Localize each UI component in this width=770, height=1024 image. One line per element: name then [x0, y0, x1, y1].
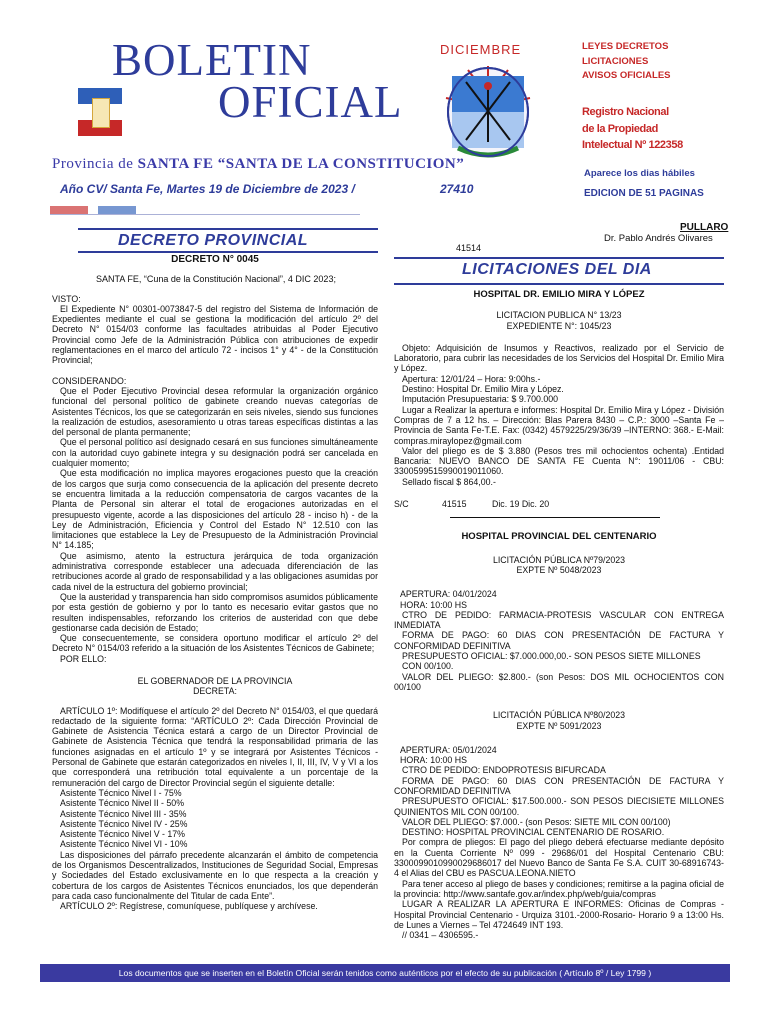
considerando-label: CONSIDERANDO:	[52, 375, 127, 386]
licitacion-detail: Apertura: 12/01/24 – Hora: 9:00hs.-	[402, 373, 541, 384]
licitacion-title: LICITACIÓN PÚBLICA Nº80/2023	[492, 710, 626, 721]
considerando-p: Que consecuentemente, se considera oportuno modificar el artículo 2º del Decreto N° 0154/03 referido a la situación de los Asistentes Técnicos de Gabinete;	[52, 633, 378, 654]
licitacion-detail: Lugar a Realizar la apertura e informes: Hospital Dr. Emilio Mira y López - División Compras de 7 a 12 hs. – Dirección: Blas Parera 8430 – C.P.: 3000 –Santa Fe – Provincia de Santa Fe-T.E. Fax: (0342) 4579225/29/36/39 –INTERNO: 368.- E-Mail: compras.miraylopez@gmail.com	[394, 404, 724, 446]
considerando-p: Que el Poder Ejecutivo Provincial desea reformular la organización orgánico funcional del personal político de gabinete creando nuevas categorías de Asistentes Técnicos, los que se categorizarán en seis niveles, siendo sus funciones la realización de estudios, asesoramiento u otras tareas específicas distintas a las del personal de planta permanente;	[52, 385, 378, 438]
licitacion-detail: PRESUPUESTO OFICIAL: $17.500.000.- SON PESOS DIECISIETE MILLONES QUINIENTOS MIL CON 00/100.	[394, 796, 724, 817]
licitaciones-body	[394, 290, 724, 940]
sc-number: 41515	[442, 499, 467, 510]
nivel-item: Asistente Técnico Nivel V - 17%	[60, 829, 186, 840]
licitacion-detail: Valor del pliego es de $ 3.880 (Pesos tres mil ochocientos ochenta) .Entidad Bancaria: NUEVO BANCO DE SANTA FE Cuenta N°: 19011/06 - CBU: 3300599515990019011060.	[394, 445, 724, 477]
considerando-p: Que el personal político así designado cesará en sus funciones simultáneamente con la autoridad cuyo gabinete integra y su designación podrá ser cancelada en cualquier momento;	[52, 437, 378, 469]
decree-number: DECRETO N° 0045	[171, 254, 259, 265]
licitacion-detail: VALOR DEL PLIEGO: $7.000.- (son Pesos: SIETE MIL CON 00/100)	[402, 816, 671, 827]
aparece-dias: Aparece los dias hábiles	[584, 168, 695, 179]
decreto-header: DECRETO PROVINCIAL	[118, 232, 309, 249]
registro-line: de la Propiedad	[582, 122, 658, 135]
licitacion-detail: Por compra de pliegos: El pago del pliego deberá efectuarse mediante depósito en la Cuenta Corriente Nº 099 - 29686/01 del Hospital Centenario CBU: 3300099010990029686017 del Nuevo Banco de Santa Fe S.A. CUIT 30-68916743-4 el Alias del CBU es PASCUA.LEONA.NIETO	[394, 837, 724, 879]
licitacion-detail: LUGAR A REALIZAR LA APERTURA E INFORMES: Oficinas de Compras -Hospital Provincial Centenario - Urquiza 3101.-2000-Rosario- Horario 9 a 13:00 Hs. de Lunes a Viernes – Tel 4724649 INT 193.	[394, 899, 724, 930]
gobernador-line: EL GOBERNADOR DE LA PROVINCIA	[137, 675, 293, 686]
licitacion-detail: CTRO DE PEDIDO: FARMACIA-PROTESIS VASCULAR CON ENTREGA INMEDIATA	[394, 609, 724, 631]
licitacion-detail: PRESUPUESTO OFICIAL: $7.000.000,00.- SON PESOS SIETE MILLONES	[402, 651, 701, 662]
licitaciones-header: LICITACIONES DEL DIA	[462, 261, 652, 278]
masthead-title-oficial: OFICIAL	[218, 77, 403, 127]
signature-pullaro: PULLARO	[680, 222, 729, 233]
licitaciones-header-rule	[394, 257, 724, 259]
decree-header-rule	[78, 228, 378, 230]
section-avisos: AVISOS OFICIALES	[582, 70, 671, 81]
signature-olivares: Dr. Pablo Andrés Olivares	[604, 233, 713, 244]
nivel-item: Asistente Técnico Nivel VI - 10%	[60, 839, 188, 850]
sc-date: Dic. 19 Dic. 20	[492, 499, 550, 510]
licitacion-title: LICITACION PUBLICA N° 13/23	[496, 310, 622, 321]
footer-legal-banner: Los documentos que se inserten en el Boletín Oficial serán tenidos como auténticos por el efecto de su publicación ( Artículo 8º / Ley 1799 )	[40, 964, 730, 982]
section-leyes: LEYES DECRETOS	[582, 41, 669, 52]
visto-text: El Expediente N° 00301-0073847-5 del registro del Sistema de Información de Expedientes mediante el cual se gestiona la modificación del artículo 2º del Decreto N° 0154/03 conforme las facultades atribuidas al Poder Ejecutivo Provincial como Jefe de la Administración Pública con atribuciones de expedir reglamentaciones en el marco del artículo 72 - incisos 1° y 4° - de la Constitución Provincial;	[52, 303, 378, 366]
licitacion-detail: FORMA DE PAGO: 60 DIAS CON PRESENTACIÓN DE FACTURA Y CONFORMIDAD DEFINITIVA	[394, 775, 724, 796]
masthead-title-boletin: BOLETIN	[112, 35, 312, 85]
licitacion-detail: HORA: 10:00 HS	[400, 755, 467, 766]
licitacion-detail: // 0341 – 4306595.-	[402, 930, 479, 941]
province-line: Provincia de SANTA FE “SANTA DE LA CONSTITUCION”	[52, 156, 465, 172]
section-licitaciones: LICITACIONES	[582, 55, 649, 67]
articulo-2: ARTÍCULO 2º: Regístrese, comuníquese, publíquese y archívese.	[60, 901, 318, 912]
licitacion-title: LICITACIÓN PÚBLICA Nº79/2023	[492, 554, 626, 565]
considerando-p: POR ELLO:	[60, 653, 107, 664]
expediente-title: EXPTE Nº 5048/2023	[516, 564, 602, 575]
licitacion-detail: CON 00/100.	[402, 661, 454, 672]
sc-line	[394, 499, 724, 509]
licitacion-detail: APERTURA: 04/01/2024	[400, 589, 497, 600]
registro-propiedad	[582, 104, 683, 154]
masthead-divider	[50, 214, 360, 215]
licitacion-detail: Sellado fiscal $ 864,00.-	[402, 476, 496, 487]
decreta-line: DECRETA:	[193, 686, 237, 697]
hospital-name: HOSPITAL PROVINCIAL DEL CENTENARIO	[461, 531, 657, 543]
aviso-number: 41514	[456, 243, 482, 253]
edicion-paginas: EDICION DE 51 PAGINAS	[584, 188, 704, 199]
licitacion-detail: FORMA DE PAGO: 60 DIAS CON PRESENTACIÓN DE FACTURA Y CONFORMIDAD DEFINITIVA	[394, 630, 724, 651]
nivel-item: Asistente Técnico Nivel I - 75%	[60, 787, 182, 798]
decree-header-rule	[78, 251, 378, 253]
licitacion-detail: APERTURA: 05/01/2024	[400, 744, 497, 755]
licitacion-detail: CTRO DE PEDIDO: ENDOPROTESIS BIFURCADA	[402, 765, 606, 776]
divider-line	[450, 517, 660, 518]
licitacion-detail: Destino: Hospital Dr. Emilio Mira y López.	[402, 384, 564, 395]
expediente-title: EXPEDIENTE N°: 1045/23	[506, 320, 612, 331]
considerando-p: Que asimismo, atento la estructura jerárquica de toda organización administrativa corresponde establecer una adecuada diferenciación de las retribuciones acorde al grado de responsabilidad y a las obligaciones asumidas por cada nivel de la estructura del gobierno provincial;	[52, 550, 378, 592]
sections-list	[582, 40, 671, 84]
nivel-item: Asistente Técnico Nivel IV - 25%	[60, 818, 188, 829]
licitacion-detail: VALOR DEL PLIEGO: $2.800.- (son Pesos: DOS MIL OCHOCIENTOS CON 00/100	[394, 671, 724, 692]
registro-line: Intelectual Nº 122358	[582, 139, 683, 151]
licitacion-detail: Para tener acceso al pliego de bases y condiciones; remitirse a la pagina oficial de la provincia: http://www.santafe.gov.ar/index.php/web/guia/compras	[394, 878, 724, 899]
decree-place-date: SANTA FE, “Cuna de la Constitución Nacional”, 4 DIC 2023;	[96, 274, 336, 285]
considerando-p: Que esta modificación no implica mayores erogaciones puesto que la creación de los cargos que surja como consecuencia de la aplicación del presente decreto se encuentra limitada a la reducción compensatoria de cargos vacantes de la Planta de Personal sin alterar el total de erogaciones autorizadas en el presupuesto vigente, acorde a las disposiciones del artículo 28 - inciso h) - de la Ley de Administración, Eficiencia y Control del Estado N° 12.510 con las limitaciones que establece la Ley de Presupuesto de la Administración Provincial N° 14.185;	[52, 468, 378, 551]
province-flag-logo	[78, 88, 122, 136]
edition-dateline: Año CV/ Santa Fe, Martes 19 de Diciembre de 2023 /	[60, 182, 355, 196]
licitacion-detail: Objeto: Adquisición de Insumos y Reactivos, realizado por el Servicio de Laboratorio, para cubrir las necesidades de los Servicios del Hospital Dr. Emilio Mira y López.	[394, 342, 724, 374]
considerando-p: Que la austeridad y transparencia han sido compromisos asumidos públicamente por esta gestión de gobierno y por lo tanto es necesario evitar gastos que no resulten indispensables, reforzando los criterios de austeridad con que debe gestionarse cada decisión de Estado;	[52, 591, 378, 633]
nivel-item: Asistente Técnico Nivel II - 50%	[60, 798, 185, 809]
decree-body	[52, 255, 378, 912]
articulo-1: ARTÍCULO 1º: Modifíquese el artículo 2º del Decreto N° 0154/03, el que quedará redactado de la siguiente forma: “ARTÍCULO 2º: Cada Dirección Provincial de Gabinete de Asistencia Técnica estará a cargo de un Director Provincial de Gabinete de Asistencia Técnica que tendrá la responsabilidad primaria de las funciones asignadas en el artículo 1º y se integrará por Asistentes Técnicos - Personal de Gabinete que estarán categorizados en niveles I, II, III, IV, V y VI a los que corresponderá una retribución total equivalente a un porcentaje de la remuneración del cargo de Director Provincial según el siguiente detalle:	[52, 705, 378, 788]
licitacion-detail: HORA: 10:00 HS	[400, 599, 467, 610]
hospital-name: HOSPITAL DR. EMILIO MIRA Y LÓPEZ	[473, 289, 645, 300]
licitacion-detail: Imputación Presupuestaria: $ 9.700.000	[402, 394, 559, 405]
licitacion-detail: DESTINO: HOSPITAL PROVINCIAL CENTENARIO DE ROSARIO.	[402, 827, 665, 838]
nivel-item: Asistente Técnico Nivel III - 35%	[60, 808, 187, 819]
sc-label: S/C	[394, 499, 409, 510]
masthead-color-bar	[50, 206, 136, 214]
edition-number: 27410	[440, 182, 474, 196]
licitaciones-header-rule	[394, 283, 724, 285]
visto-label: VISTO:	[52, 293, 81, 304]
disposiciones-text: Las disposiciones del párrafo precedente alcanzarán el ámbito de competencia de los Organismos Descentralizados, Instituciones de Seguridad Social, Empresas y Sociedades del Estado exclusivamente en lo que respecta a la creación y cobertura de los cargos de Asistentes Técnicos enunciados, los que dependerán para cada caso funcionalmente del Titular de cada Ente”.	[52, 849, 378, 901]
expediente-title: EXPTE Nº 5091/2023	[516, 720, 602, 731]
provincial-seal-logo	[442, 62, 534, 158]
month-label: DICIEMBRE	[440, 42, 522, 57]
registro-line: Registro Nacional	[582, 106, 669, 118]
